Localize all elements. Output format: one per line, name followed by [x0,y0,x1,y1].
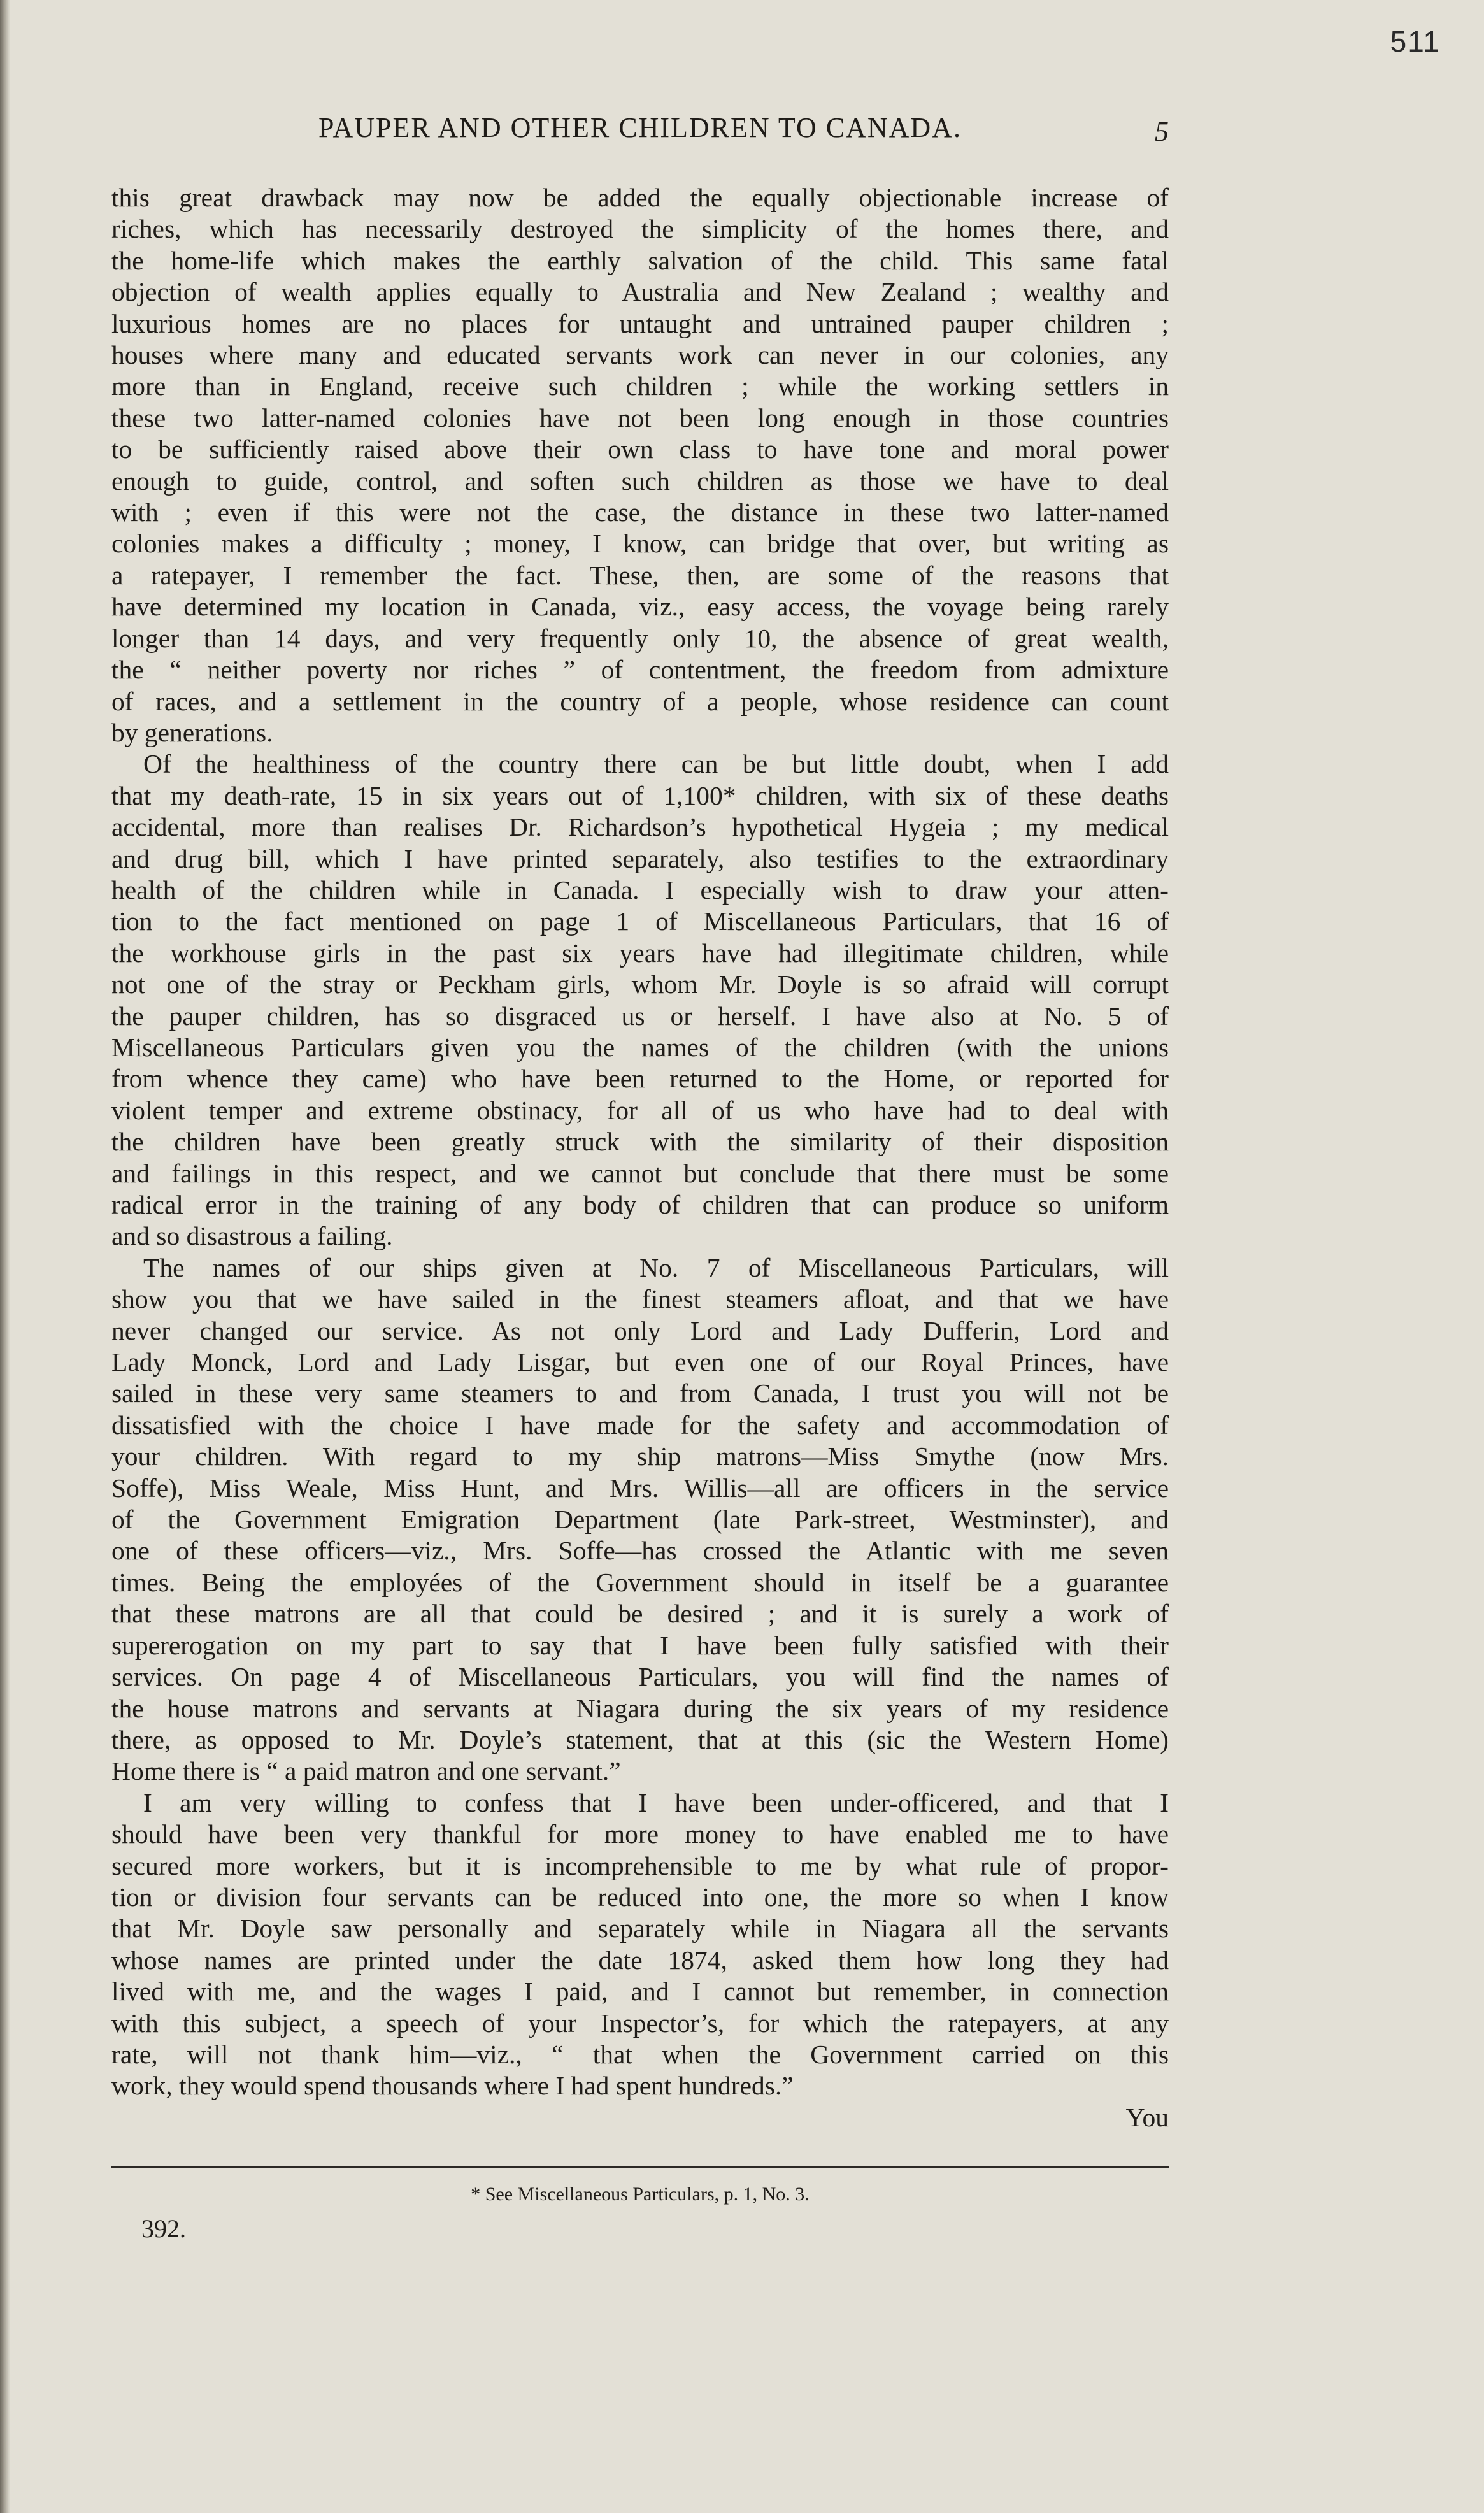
text-line: colonies makes a difficulty ; money, I know, can bridge that over, but writing as [111,529,1169,559]
text-line: never changed our service. As not only Lord and Lady Dufferin, Lord and [111,1315,1169,1345]
text-line: with ; even if this were not the case, the distance in these two latter-named [111,498,1169,527]
text-line: to be sufficiently raised above their own class to have tone and moral power [111,434,1169,464]
text-line: by generations. [111,717,273,747]
text-line: that these matrons are all that could be desired ; and it is surely a work of [111,1599,1169,1629]
text-line: show you that we have sailed in the finest steamers afloat, and that we have [111,1284,1169,1314]
text-line: Miscellaneous Particulars given you the names of the children (with the unions [111,1032,1169,1062]
running-title: PAUPER AND OTHER CHILDREN TO CANADA. [318,112,962,143]
footnote: * See Miscellaneous Particulars, p. 1, No. 3. [471,2184,810,2205]
text-line: lived with me, and the wages I paid, and I cannot but remember, in connection [111,1977,1169,2007]
text-line: a ratepayer, I remember the fact. These, then, are some of the reasons that [111,560,1169,590]
text-line: I am very willing to confess that I have been under-officered, and that I [143,1787,1169,1817]
text-line: The names of our ships given at No. 7 of Miscellaneous Particulars, will [143,1252,1169,1282]
text-line: tion or division four servants can be reduced into one, the more so when I know [111,1882,1169,1912]
text-line: violent temper and extreme obstinacy, for all of us who have had to deal with [111,1095,1169,1125]
text-line: work, they would spend thousands where I had spent hundreds.” [111,2071,794,2101]
text-line: objection of wealth applies equally to Australia and New Zealand ; wealthy and [111,277,1169,307]
text-line: of the Government Emigration Department (late Park-street, Westminster), and [111,1505,1169,1535]
text-line: secured more workers, but it is incomprehensible to me by what rule of propor- [111,1851,1169,1880]
text-line: dissatisfied with the choice I have made for the safety and accommodation of [111,1410,1169,1440]
text-line: not one of the stray or Peckham girls, whom Mr. Doyle is so afraid will corrupt [111,970,1169,999]
text-line: the pauper children, has so disgraced us or herself. I have also at No. 5 of [111,1001,1169,1031]
signature-mark: 392. [141,2214,186,2243]
text-line: the home-life which makes the earthly salvation of the child. This same fatal [111,245,1169,275]
text-line: supererogation on my part to say that I have been fully satisfied with their [111,1630,1169,1660]
text-line: sailed in these very same steamers to and from Canada, I trust you will not be [111,1378,1169,1408]
text-line: Soffe), Miss Weale, Miss Hunt, and Mrs. Willis—all are officers in the service [111,1473,1169,1503]
text-line: radical error in the training of any body of children that can produce so uniform [111,1190,1169,1219]
text-line: have determined my location in Canada, viz., easy access, the voyage being rarely [111,592,1169,622]
text-line: this great drawback may now be added the equally objectionable increase of [111,183,1169,212]
text-line: luxurious homes are no places for untaught and untrained pauper children ; [111,308,1169,338]
page-header [111,111,1169,162]
text-line: services. On page 4 of Miscellaneous Particulars, you will find the names of [111,1662,1169,1692]
text-line: of races, and a settlement in the country of a people, whose residence can count [111,686,1169,716]
folio-number: 5 [1155,116,1169,147]
text-line: with this subject, a speech of your Inspector’s, for which the ratepayers, at any [111,2008,1169,2038]
text-line: and drug bill, which I have printed separately, also testifies to the extraordinary [111,843,1169,873]
text-line: and failings in this respect, and we cannot but conclude that there must be some [111,1158,1169,1188]
text-line: tion to the fact mentioned on page 1 of Miscellaneous Particulars, that 16 of [111,906,1169,936]
text-line: and so disastrous a failing. [111,1221,393,1251]
text-line: riches, which has necessarily destroyed the simplicity of the homes there, and [111,214,1169,244]
text-line: Of the healthiness of the country there can be but little doubt, when I add [143,749,1169,779]
text-line: accidental, more than realises Dr. Richardson’s hypothetical Hygeia ; my medical [111,812,1169,842]
text-line: there, as opposed to Mr. Doyle’s statement, that at this (sic the Western Home) [111,1724,1169,1754]
text-line: whose names are printed under the date 1874, asked them how long they had [111,1945,1169,1975]
text-line: from whence they came) who have been returned to the Home, or reported for [111,1064,1169,1094]
text-line: that Mr. Doyle saw personally and separately while in Niagara all the servants [111,1914,1169,1944]
text-line: more than in England, receive such children ; while the working settlers in [111,371,1169,401]
body-text [111,182,1169,2133]
text-line: longer than 14 days, and very frequently only 10, the absence of great wealth, [111,623,1169,653]
text-line: these two latter-named colonies have not been long enough in those countries [111,403,1169,433]
text-line: houses where many and educated servants work can never in our colonies, any [111,340,1169,370]
catchword: You [1125,2102,1169,2132]
text-line: one of these officers—viz., Mrs. Soffe—has crossed the Atlantic with me seven [111,1536,1169,1566]
text-line: the children have been greatly struck with the similarity of their disposition [111,1127,1169,1157]
text-line: the workhouse girls in the past six years have had illegitimate children, while [111,938,1169,968]
text-line: should have been very thankful for more money to have enabled me to have [111,1819,1169,1849]
text-line: the house matrons and servants at Niagara during the six years of my residence [111,1693,1169,1723]
text-line: rate, will not thank him—viz., “ that when the Government carried on this [111,2039,1169,2069]
text-line: enough to guide, control, and soften such children as those we have to deal [111,466,1169,496]
text-line: health of the children while in Canada. I especially wish to draw your atten- [111,875,1169,905]
text-line: Lady Monck, Lord and Lady Lisgar, but even one of our Royal Princes, have [111,1347,1169,1377]
text-line: times. Being the employées of the Government should in itself be a guarantee [111,1567,1169,1597]
text-line: that my death-rate, 15 in six years out of 1,100* children, with six of these deaths [111,780,1169,810]
binding-edge [0,0,10,2513]
text-line: your children. With regard to my ship matrons—Miss Smythe (now Mrs. [111,1442,1169,1471]
text-line: the “ neither poverty nor riches ” of contentment, the freedom from admixture [111,655,1169,685]
text-line: Home there is “ a paid matron and one servant.” [111,1756,621,1786]
footnote-rule [111,2166,1169,2168]
archive-page-number: 511 [1390,25,1441,58]
